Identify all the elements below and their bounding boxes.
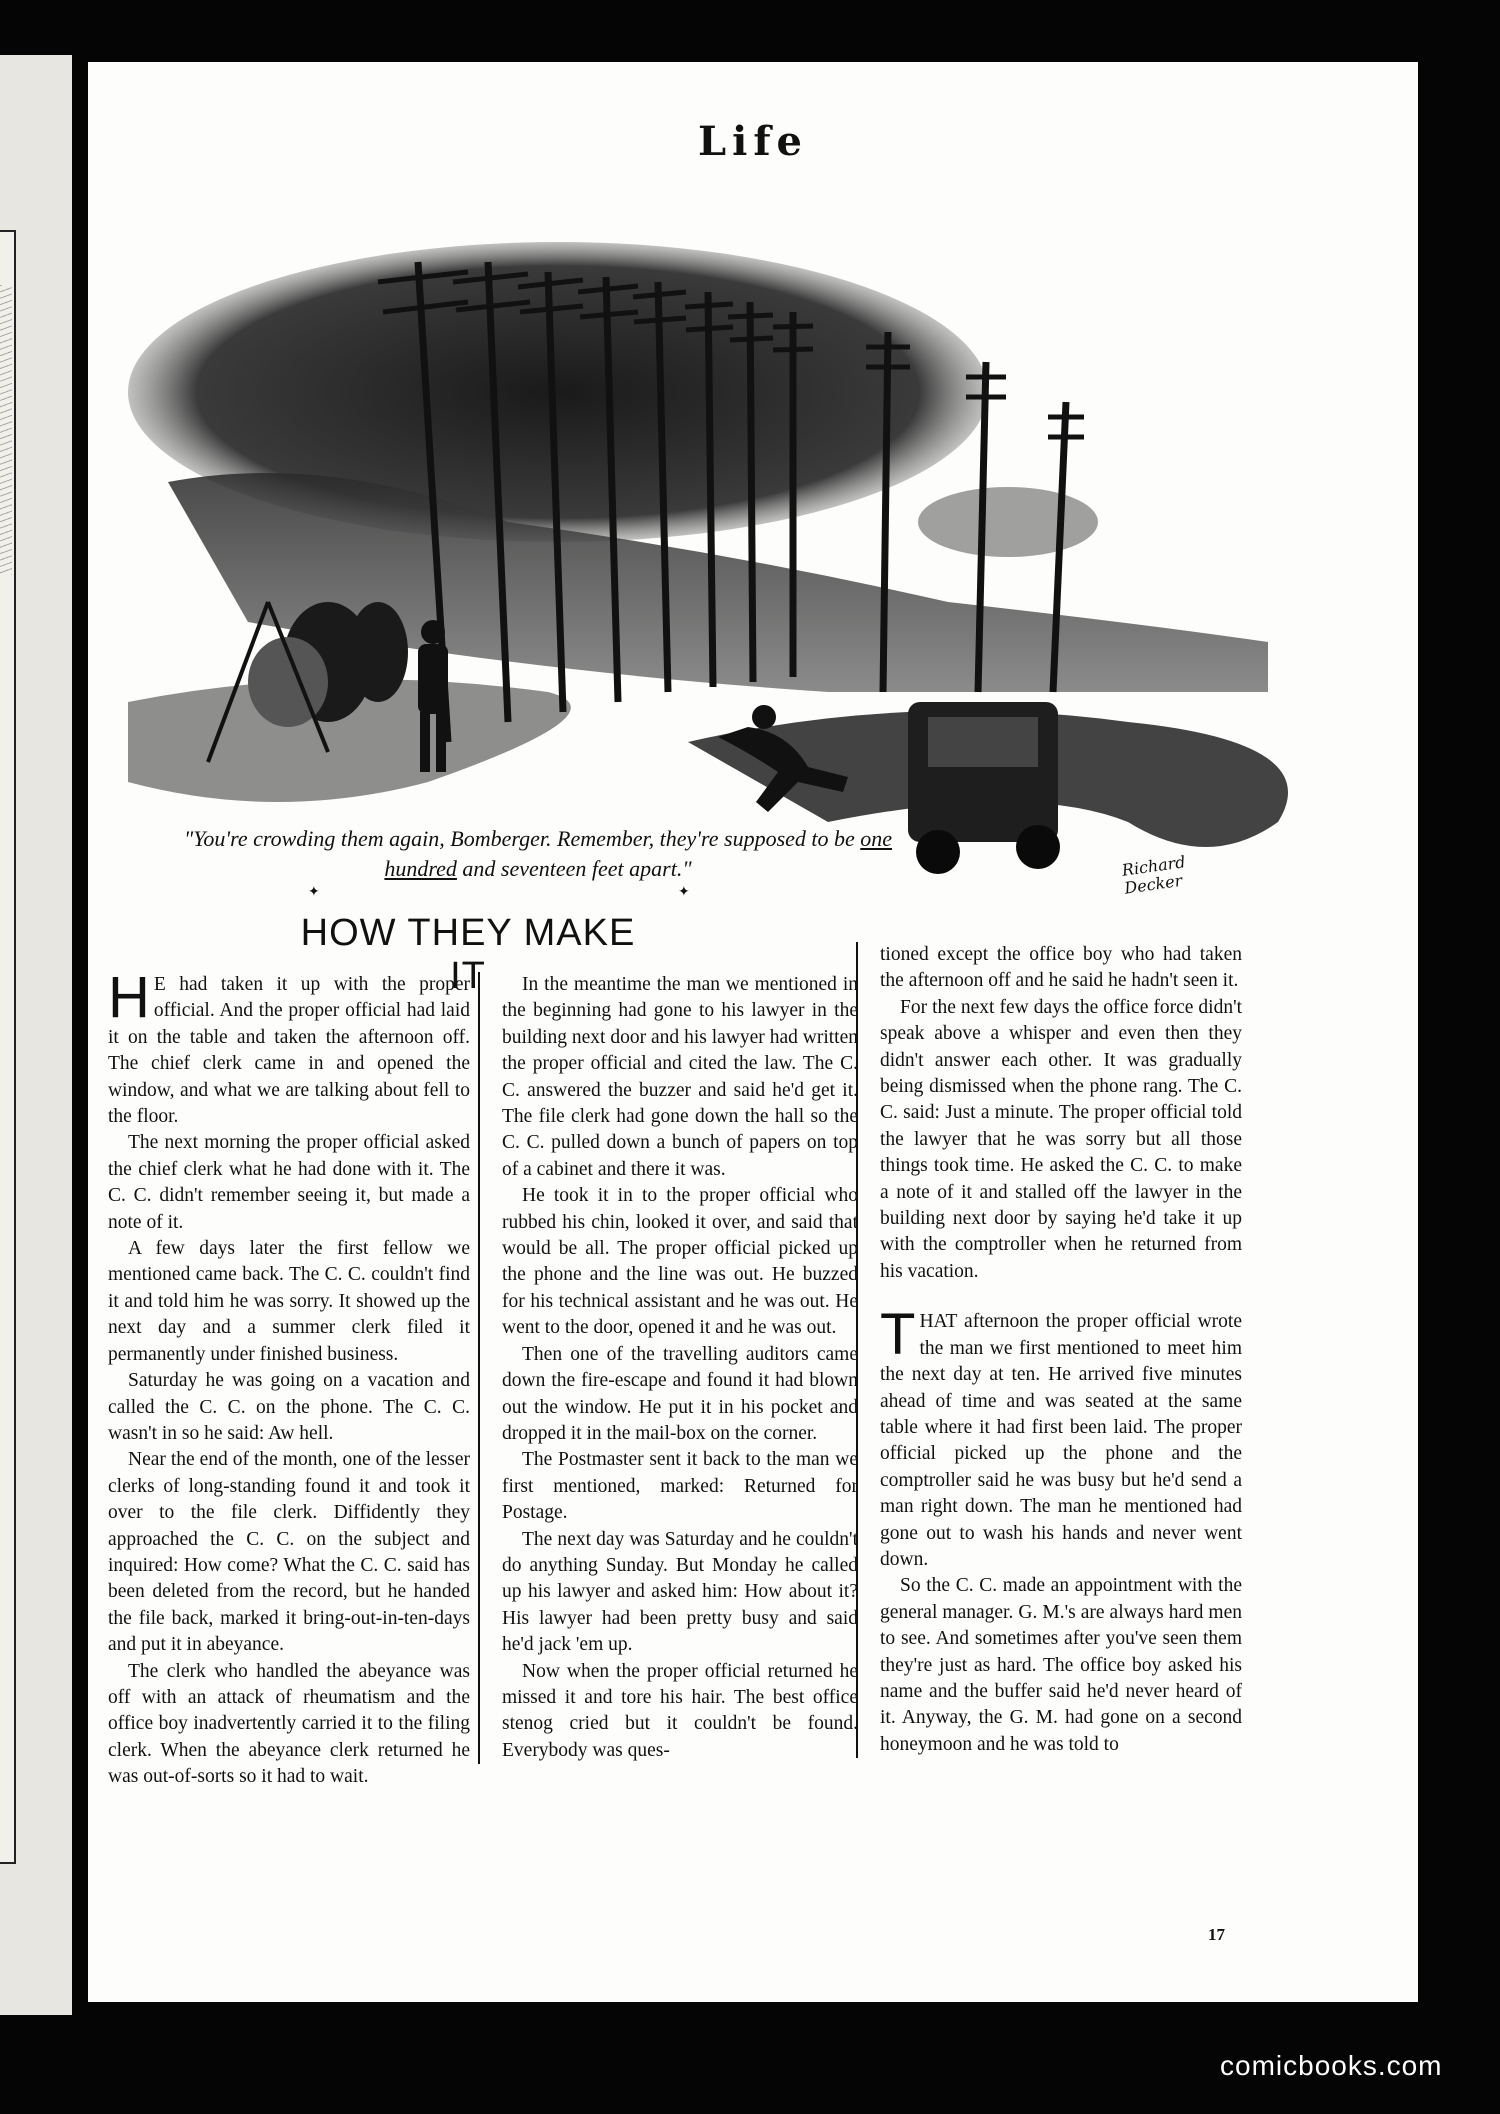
paragraph: Saturday he was going on a vacation and called the C. C. on the phone. The C. C. wasn't in so he said: Aw hell. [108, 1370, 470, 1444]
site-watermark: comicbooks.com [1220, 2050, 1443, 2081]
paragraph: For the next few days the office force didn't speak above a whisper and even then they didn't answer each other. It was gradually being dismissed when the phone rang. The C. C. said: Just a minute. The proper official told the lawyer that he was sorry but all those things took time. He asked the C. C. to make a note of it and stalled off the lawyer in the building next door by saying he'd take it up with the comptroller when he returned from his vacation. [880, 996, 1242, 1282]
article-title: HOW THEY MAKE IT [300, 912, 636, 997]
magazine-page [88, 62, 1418, 2002]
ornament-right: ✦ [678, 885, 690, 900]
paragraph: In the meantime the man we mentioned in the beginning had gone to his lawyer in the building next door and his lawyer had written the proper official and cited the law. The C. C. answered the buzzer and said he'd get it. The file clerk had gone down the hall so the C. C. pulled down a bunch of papers on top of a cabinet and there it was. [502, 974, 858, 1180]
paragraph: He took it in to the proper official who rubbed his chin, looked it over, and said that would be all. The proper official picked up the phone and the line was out. He buzzed for his technical assistant and he was out. He went to the door, opened it and he was out. [502, 1185, 858, 1339]
paragraph: A few days later the first fellow we mentioned came back. The C. C. couldn't find it and told him he was sorry. It showed up the next day and a summer clerk filed it permanently under finished business. [108, 1238, 470, 1365]
drop-cap: T [880, 1302, 916, 1368]
page-number: 17 [1208, 1925, 1225, 1944]
paragraph: Near the end of the month, one of the lesser clerks of long-standing found it and took it over to the file clerk. Diffidently they approached the C. C. on the subject and inquired: How come? What the C. C. said has been deleted from the record, but he handed the file back, marked it bring-out-in-ten-days and put it in abeyance. [108, 1449, 470, 1656]
section-break [880, 1285, 1242, 1309]
article-column-3 [856, 942, 1242, 1758]
paragraph: The next day was Saturday and he couldn't do anything Sunday. But Monday he called up his lawyer and asked him: How about it? His lawyer had been pretty busy and said he'd jack 'em up. [502, 1528, 858, 1656]
paragraph: THAT afternoon the proper official wrote the man we first mentioned to meet him the next day at ten. He arrived five minutes ahead of time and was seated at the same table where it had first been laid. The proper official picked up the phone and the comptroller said he was busy but he'd send a man right down. The man he mentioned had gone out to wash his hands and never went down. [880, 1302, 1242, 1570]
truck [908, 702, 1060, 874]
paragraph: Now when the proper official returned he missed it and tore his hair. The best office stenog cried but it couldn't be found. Everybody was ques- [502, 1660, 858, 1761]
paragraph: The next morning the proper official asked the chief clerk what he had done with it. The C. C. didn't remember seeing it, but made a note of it. [108, 1132, 470, 1233]
paragraph: The Postmaster sent it back to the man we first mentioned, marked: Returned for Postage. [502, 1449, 858, 1524]
article-column-2 [478, 972, 858, 1764]
magazine-header: Life [698, 118, 808, 165]
paragraph: H E had taken it up with the proper official. And the proper official had laid it on the table and taken the afternoon off. The chief clerk came in and opened the window, and what we are talking about fell to the floor. [108, 965, 470, 1128]
ornament-left: ✦ [308, 885, 320, 900]
facing-page-edge [0, 55, 72, 2015]
paragraph: The clerk who handled the abeyance was off with an attack of rheumatism and the office boy inadvertently carried it to the filing clerk. When the abeyance clerk returned he was out-of-sorts so it had to wait. [108, 1660, 470, 1788]
small-cloud [918, 487, 1098, 557]
artist-signature: Richard Decker [1120, 852, 1187, 898]
drop-cap: H [108, 965, 150, 1030]
facing-page-texture [0, 285, 12, 575]
paragraph: tioned except the office boy who had taken the afternoon off and he said he hadn't seen it. [880, 944, 1242, 992]
paragraph: So the C. C. made an appointment with the general manager. G. M.'s are always hard men to see. And sometimes after you've seen them they're just as hard. The office boy asked his name and the buffer said he'd never heard of it. Anyway, the G. M. had gone on a second honeymoon and he was told to [880, 1575, 1242, 1755]
article-column-1 [108, 965, 470, 1791]
paragraph: Then one of the travelling auditors came down the fire-escape and found it had blown out the window. He put it in his pocket and dropped it in the mail-box on the corner. [502, 1343, 858, 1444]
cartoon-caption: "You're crowding them again, Bomberger. Remember, they're supposed to be one hundred and seventeen feet apart." [183, 826, 893, 881]
